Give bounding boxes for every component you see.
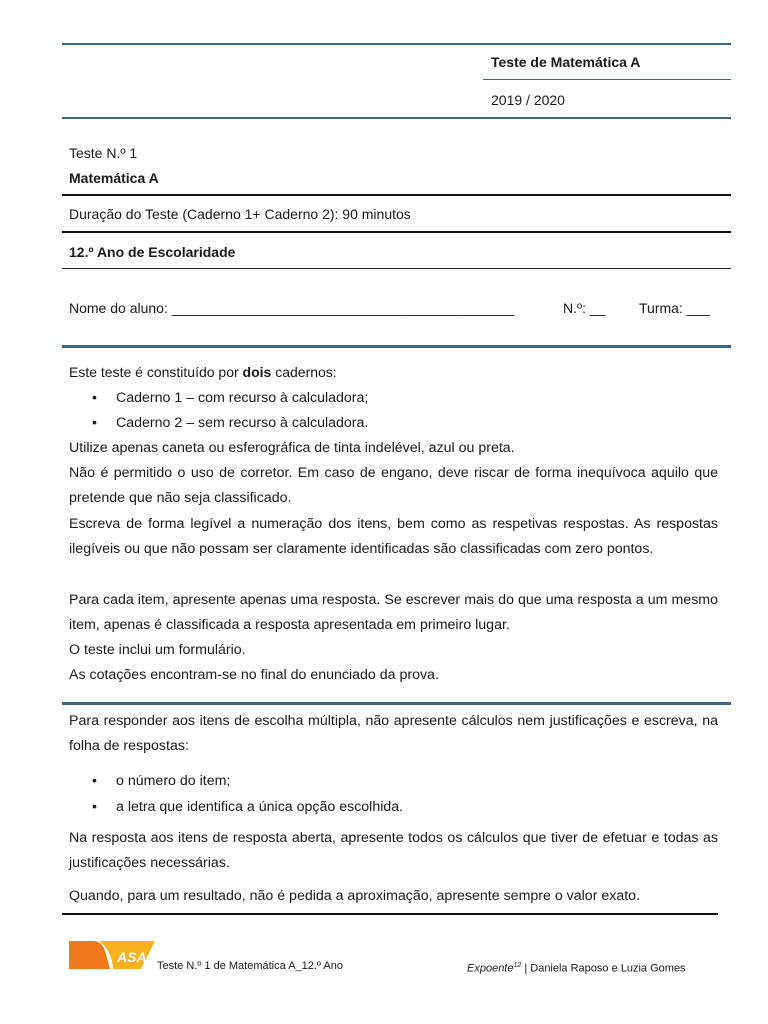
answers-exact-value: Quando, para um resultado, não é pedida a aproximação, apresente sempre o valor exato. [69, 888, 641, 904]
duration: Duração do Teste (Caderno 1+ Caderno 2): 90 minutos [69, 206, 411, 222]
student-number-field: N.º: __ [563, 300, 606, 316]
list-item: • o número do item; [92, 773, 231, 789]
top-rule [62, 43, 731, 45]
bottom-rule [62, 913, 718, 915]
info-rule-3 [62, 268, 731, 269]
logo-text: ASA [117, 949, 147, 965]
asa-logo [69, 938, 159, 972]
answers-open-response: Na resposta aos itens de resposta aberta, apresente todos os cálculos que tiver de efetuar e todas as justificações necessárias. [69, 830, 718, 872]
footer-left-text: Teste N.º 1 de Matemática A_12.º Ano [157, 960, 343, 972]
answers-multiple-choice: Para responder aos itens de escolha múltipla, não apresente cálculos nem justificações e escreva, na folha de respostas: [69, 713, 718, 755]
subject: Matemática A [69, 170, 159, 186]
student-name-field: Nome do aluno: ____________________________________________ [69, 300, 515, 316]
grade: 12.º Ano de Escolaridade [69, 244, 236, 260]
test-number: Teste N.º 1 [69, 145, 138, 161]
instructions-top-rule [62, 345, 731, 348]
list-item: • Caderno 2 – sem recurso à calculadora. [92, 415, 369, 431]
instruction-legibility: Escreva de forma legível a numeração dos itens, bem como as respetivas respostas. As respostas ilegíveis ou que não possam ser claramente identificadas são classificadas com zero pontos. [69, 516, 718, 558]
test-title: Teste de Matemática A [491, 54, 641, 70]
list-item: • Caderno 1 – com recurso à calculadora; [92, 390, 369, 406]
list-item: • a letra que identifica a única opção escolhida. [92, 799, 404, 815]
instruction-corrector: Não é permitido o uso de corretor. Em caso de engano, deve riscar de forma inequívoca aquilo que pretende que não seja classificado. [69, 465, 718, 507]
info-rule-2 [62, 231, 731, 233]
info-rule-1 [62, 194, 731, 196]
intro-text: Este teste é constituído por dois cadernos: [69, 364, 337, 380]
header-bottom-rule [62, 117, 731, 119]
instruction-scores: As cotações encontram-se no final do enunciado da prova. [69, 667, 439, 683]
answers-top-rule [62, 702, 731, 705]
footer-right-text: Expoente$^{12}$ | Daniela Raposo e Luzia Gomes [467, 962, 686, 975]
instruction-single-answer: Para cada item, apresente apenas uma resposta. Se escrever mais do que uma resposta a um mesmo item, apenas é classificada a resposta apresentada em primeiro lugar. [69, 592, 718, 634]
header-divider [483, 79, 731, 80]
school-year: 2019 / 2020 [491, 92, 565, 108]
instruction-formulary: O teste inclui um formulário. [69, 642, 246, 658]
instruction-pen: Utilize apenas caneta ou esferográfica de tinta indelével, azul ou preta. [69, 440, 515, 456]
student-class-field: Turma: ___ [639, 300, 711, 316]
